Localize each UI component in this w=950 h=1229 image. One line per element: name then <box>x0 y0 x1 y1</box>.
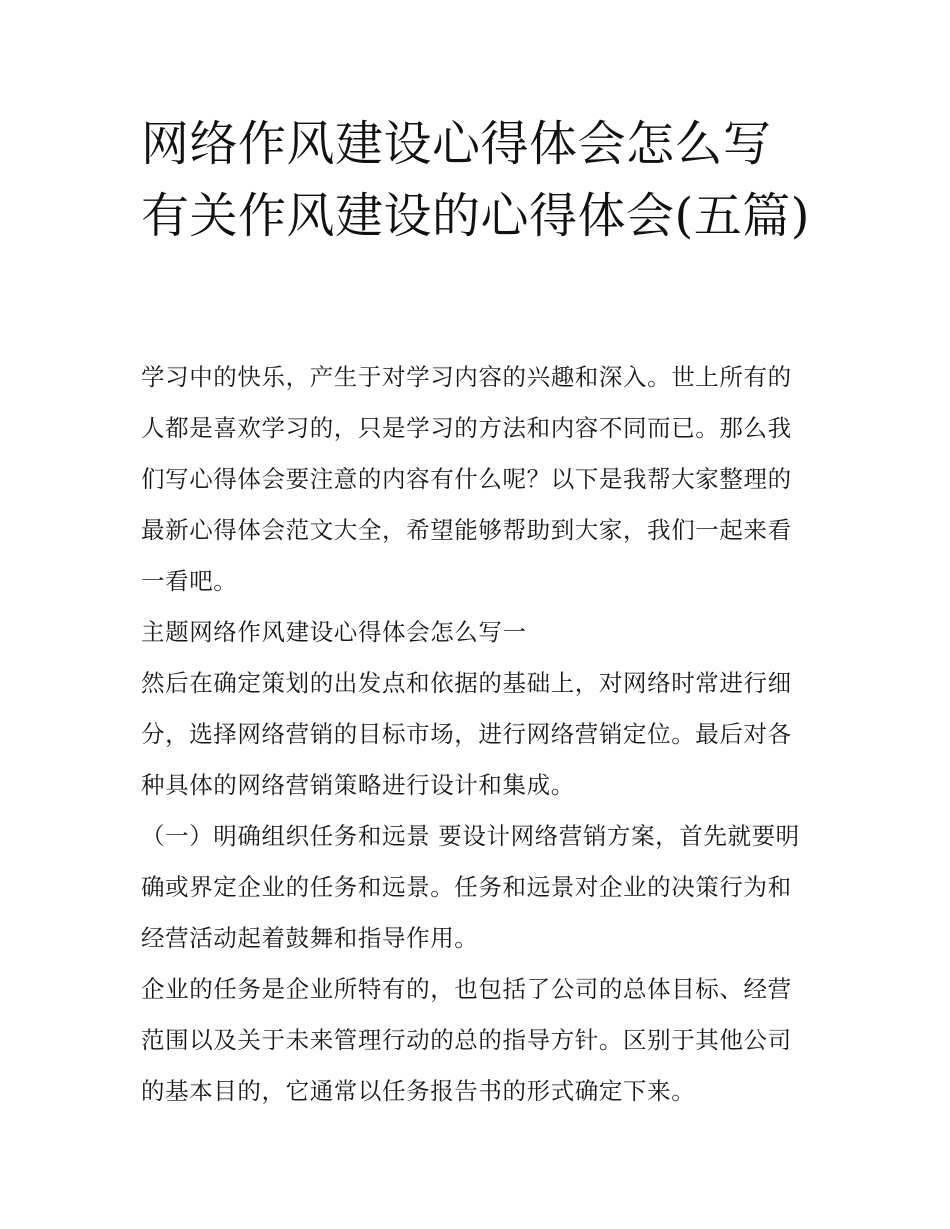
document-title: 网络作风建设心得体会怎么写 有关作风建设的心得体会(五篇) <box>141 116 810 244</box>
paragraph-enterprise-mission: 企业的任务是企业所特有的，也包括了公司的总体目标、经营范围以及关于未来管理行动的总的指导方针。区别于其他公司的基本目的，它通常以任务报告书的形式确定下来。 <box>141 975 792 1105</box>
paragraph-intro: 学习中的快乐，产生于对学习内容的兴趣和深入。世上所有的人都是喜欢学习的，只是学习的方法和内容不同而已。那么我们写心得体会要注意的内容有什么呢？以下是我帮大家整理的最新心得体会范文大全，希望能够帮助到大家，我们一起来看一看吧。 <box>141 363 792 595</box>
paragraph-strategy: 然后在确定策划的出发点和依据的基础上，对网络时常进行细分，选择网络营销的目标市场，进行网络营销定位。最后对各种具体的网络营销策略进行设计和集成。 <box>141 669 792 799</box>
paragraph-subheading: 主题网络作风建设心得体会怎么写一 <box>141 618 527 646</box>
document-body <box>141 352 813 1117</box>
paragraph-mission-vision: （一）明确组织任务和远景 要设计网络营销方案，首先就要明确或界定企业的任务和远景。任务和远景对企业的决策行为和经营活动起着鼓舞和指导作用。 <box>141 822 800 952</box>
